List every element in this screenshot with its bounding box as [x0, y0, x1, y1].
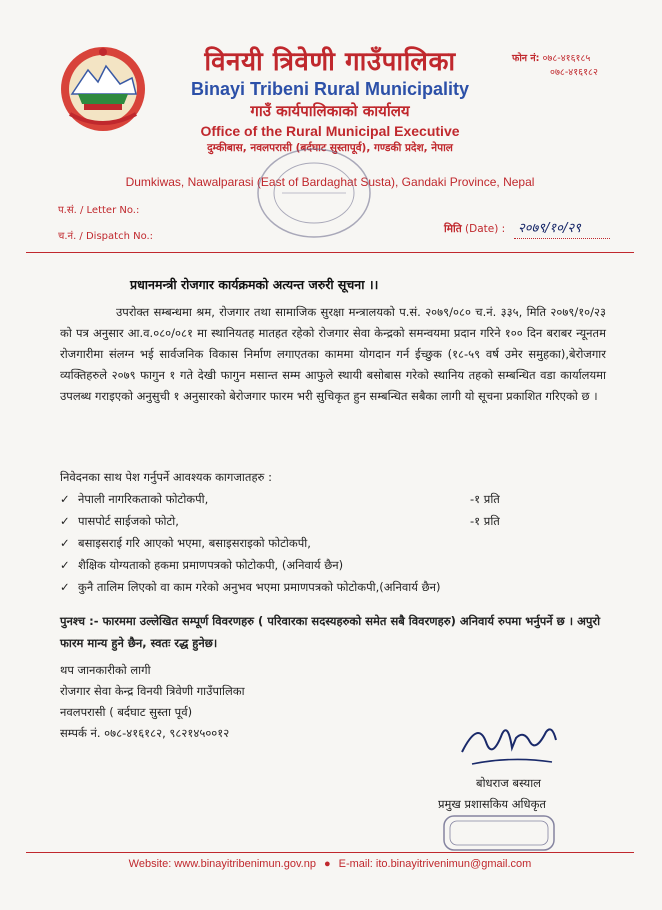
- date-value: २०७९/१०/२९: [518, 221, 581, 236]
- phone-number-2: ०७८-४१६१८२: [550, 67, 598, 78]
- list-item-text: बसाइसराई गरि आएको भएमा, बसाइसराइको फोटोकपी,: [78, 536, 311, 550]
- date-label-np: मिति: [444, 223, 462, 235]
- email-text: E-mail: ito.binayitrivenimun@gmail.com: [338, 858, 532, 870]
- header-divider: [26, 252, 634, 253]
- office-name-en: Office of the Rural Municipal Executive: [200, 123, 460, 139]
- check-icon: ✓: [60, 514, 70, 528]
- documents-list: [60, 488, 580, 598]
- bullet-separator-icon: ●: [323, 858, 331, 870]
- list-item: [60, 510, 580, 532]
- date-label-en: (Date) :: [465, 223, 506, 235]
- phone-number-1: ०७८-४१६१८५: [542, 53, 591, 64]
- phone-label: फोन नं:: [512, 53, 540, 64]
- list-item-text: पासपोर्ट साईजको फोटो,: [78, 514, 179, 528]
- list-item: [60, 576, 580, 598]
- office-stamp-icon: [254, 146, 374, 240]
- check-icon: ✓: [60, 580, 70, 594]
- list-item-text: शैक्षिक योग्यताको हकमा प्रमाणपत्रको फोटोकपी, (अनिवार्य छैन): [78, 558, 344, 572]
- address-np: दुम्कीबास, नवलपरासी (बर्दघाट सुस्तापूर्व), गण्डकी प्रदेश, नेपाल: [207, 142, 453, 154]
- notice-paragraph: [60, 302, 606, 407]
- list-item-text: कुनै तालिम लिएको वा काम गरेको अनुभव भएमा प्रमाणपत्रको फोटोकपी,(अनिवार्य छैन): [78, 580, 441, 594]
- check-icon: ✓: [60, 536, 70, 550]
- check-icon: ✓: [60, 492, 70, 506]
- notice-subject: प्रधानमन्त्री रोजगार कार्यक्रमको अत्यन्त जरुरी सूचना ।।: [130, 277, 379, 292]
- list-item-qty: -१ प्रति: [470, 514, 500, 528]
- list-item: [60, 532, 580, 554]
- signatory-title: प्रमुख प्रशासकिय अधिकृत: [438, 797, 546, 811]
- dispatch-number-label: च.नं. / Dispatch No.:: [58, 231, 154, 242]
- website-text: Website: www.binayitribenimun.gov.np: [128, 858, 316, 870]
- contact-block: [60, 660, 245, 744]
- handwritten-signature-icon: [452, 712, 572, 774]
- check-icon: ✓: [60, 558, 70, 572]
- letterhead: [120, 46, 540, 156]
- municipality-name-en: Binayi Tribeni Rural Municipality: [190, 79, 470, 99]
- office-name-np: गाउँ कार्यपालिकाको कार्यालय: [250, 102, 410, 120]
- list-item-qty: -१ प्रति: [470, 492, 500, 506]
- postscript-note: पुनश्च :- फारममा उल्लेखित सम्पूर्ण विवरणहरु ( परिवारका सदस्यहरुको समेत सबै विवरणहरु) अनिवार्य रुपमा भर्नुपर्ने छ । अपुरो फारम मान्य हुने छैन, स्वतः रद्ध हुनेछ।: [60, 614, 601, 650]
- letter-number-label: प.सं. / Letter No.:: [58, 205, 140, 216]
- contact-line: सम्पर्क नं. ०७८-४१६१८२, ९८२१४५००१२: [60, 726, 230, 740]
- notice-paragraph-text: उपरोक्त सम्बन्धमा श्रम, रोजगार तथा सामाजिक सुरक्षा मन्त्रालयको प.सं. २०७९/०८० च.नं. ३३५, मिति २०७९/१०/२३ को पत्र अनुसार आ.व.०८०/०८१ मा स्थानियतह मातहत रहेको रोजगार सेवा केन्द्रको समन्वयमा प्रदान गरिने १०० दिन बराबर न्यूनतम रोजगारीमा संलग्न भई सार्वजनिक विकास निर्माण लगाएतका काममा योगदान गर्न ईच्छुक (१८-५९ वर्ष उमेर समुहका),बेरोजगार व्यक्तिहरुले २०७९ फागुन १ गते देखी फागुन मसान्त सम्म आफुले स्थायी बसोबास गरेको स्थानिय तहको सम्बन्धित वडा कार्यालयमा उपलब्ध गराइएको अनुसुची १ अनुसारको बेरोजगार फारम भरी सुचिकृत हुन सम्बन्धित सबैका लागी यो सूचना प्रकाशित गरिएको छ ।: [60, 305, 606, 403]
- signatory-name: बोधराज बस्याल: [476, 776, 541, 790]
- list-item-text: नेपाली नागरिकताको फोटोकपी,: [78, 492, 209, 506]
- list-item: [60, 554, 580, 576]
- official-stamp-icon: [440, 812, 558, 854]
- list-item: [60, 488, 580, 510]
- contact-line: नवलपरासी ( बर्दघाट सुस्ता पूर्व): [60, 705, 193, 719]
- footer: [20, 858, 640, 870]
- documents-list-title: निवेदनका साथ पेश गर्नुपर्ने आवश्यक कागजातहरु :: [60, 470, 272, 484]
- contact-line: रोजगार सेवा केन्द्र विनयी त्रिवेणी गाउँपालिका: [60, 684, 245, 698]
- municipality-name-np: विनयी त्रिवेणी गाउँपालिका: [204, 47, 456, 77]
- contact-line: थप जानकारीको लागी: [60, 663, 151, 677]
- address-en: Dumkiwas, Nawalparasi (East of Bardaghat Susta), Gandaki Province, Nepal: [125, 175, 535, 189]
- footer-divider: [26, 852, 634, 853]
- date-dotted-line: [514, 238, 610, 239]
- date-label: [444, 222, 505, 236]
